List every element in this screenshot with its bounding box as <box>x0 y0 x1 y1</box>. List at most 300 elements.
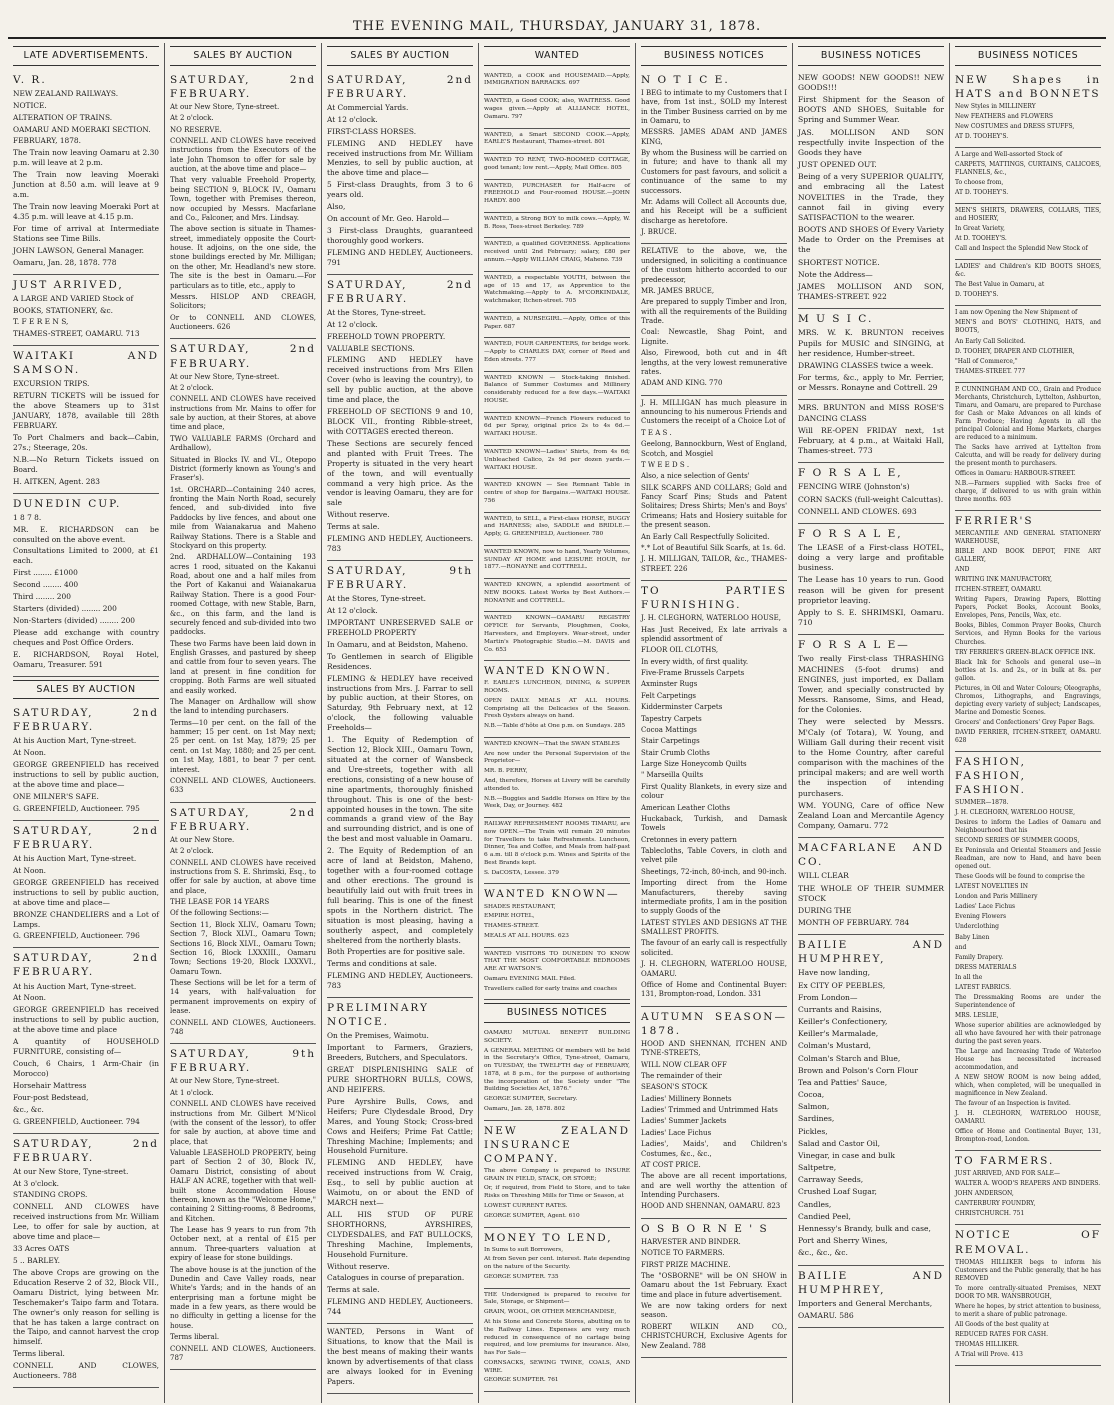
ad-line: Has Just Received, Ex late arrivals a splendid assortment of <box>641 625 787 643</box>
ad-line: DAVID FERRIER, ITCHEN-STREET, OAMARU. 628 <box>955 728 1101 744</box>
ad-line: Also, a nice selection of Gents' <box>641 472 750 481</box>
ad-line: WANTED, a Good COOK; also, WAITRESS. Good wages given.—Apply at ALLIANCE HOTEL, Oamaru. 797 <box>484 98 630 120</box>
ad-line: FIRST-CLASS HORSES. <box>327 126 417 136</box>
ad-line: Pictures, in Oil and Water Colours; Oleographs, Chromos, Lithographs, and Engravings, depicting every variety of subject; Landscapes, Marine and Domestic Scenes. <box>955 684 1101 716</box>
ad-line: Terms—10 per cent. on the fall of the hammer; 15 per cent. on 1st May next; 25 per cent. on 1st May, 1879; 25 per cent. on 1st May, 1880; and 25 per cent. on 1st May, 1881, to bear 7 per cent. interest. <box>170 718 316 774</box>
ad-line: EXCURSION TRIPS. <box>13 379 90 389</box>
advertisement <box>484 579 630 612</box>
ad-line: MEALS AT ALL HOURS. 623 <box>484 932 569 939</box>
ad-line: MEN'S and BOYS' CLOTHING, HATS, and BOOTS, <box>955 319 1101 335</box>
ad-line: HARVESTER AND BINDER. <box>641 1237 741 1246</box>
ad-line: At the Stores, Tyne-street. <box>327 307 426 317</box>
ad-line: 1. The Equity of Redemption of Section 12, Block XIII., Oamaru Town, situated at the corner of Wansbeck and Ure-streets, together with all erections, consisting of a new house of nine apartments, thoroughly finished throughout. This is one of the best-appointed houses in the town. The site commands a grand view of the Bay and surrounding district, and is one of the best and most valuable in Oamaru. <box>327 735 473 844</box>
ad-line: Important to Farmers, Graziers, Breeders, Butchers, and Speculators. <box>327 1043 473 1063</box>
ad-line: The "OSBORNE" will be ON SHOW in Oamaru about the 1st February. Exact time and place in future advertisement. <box>641 1271 787 1299</box>
ad-line: Oamaru EVENING MAIL Filed. <box>484 975 576 982</box>
ad-line: At Noon. <box>13 993 47 1003</box>
ad-line: ONE MILNER'S SAFE. <box>13 792 99 802</box>
ad-line: At our New Store, Tyne-street. <box>170 102 280 111</box>
ad-line: FIRST PRIZE MACHINE. <box>641 1260 731 1269</box>
ad-line: J. BRUCE. <box>641 228 677 237</box>
ad-line: In Great Variety, <box>955 225 1005 233</box>
ad-line: At D. TOOHEY'S. <box>955 235 1007 243</box>
ad-line: Couch, 6 Chairs, 1 Arm-Chair (in Morocco) <box>13 1058 159 1078</box>
advertisement <box>327 561 473 998</box>
ad-line: They were selected by Messrs. M'Caly (of Totara), W. Young, and William Gall during their recent visit to the Home Country, after careful comparison with the machines of the principal makers; and are well worth the inspection of intending purchasers. <box>798 717 944 798</box>
column-heading: SALES BY AUCTION <box>170 46 316 66</box>
ad-line: WANTED, a Smart SECOND COOK.—Apply, EARLE'S Restaurant, Thames-street. 801 <box>484 131 630 146</box>
advertisement <box>13 494 159 677</box>
advertisement <box>798 1266 944 1328</box>
ad-line: An Early Call Solicited. <box>955 337 1026 345</box>
ad-line: SATURDAY, 2nd FEBRUARY. <box>170 343 316 370</box>
ad-line: On the Premises, Waimotu. <box>327 1031 429 1041</box>
ad-line: JUST ARRIVED, AND FOR SALE— <box>955 1170 1060 1178</box>
ad-line: CONNELL AND CLOWES have received instructions from Mr. Gilbert M'Nicol (with the consent of the lessor), to offer for sale by auction, at above time and place, that <box>170 1100 316 1146</box>
ad-line: *.* Lot of Beautiful Silk Scarfs, at 1s. 6d. <box>641 543 786 552</box>
advertisement <box>13 1134 159 1389</box>
column-1 <box>8 43 164 1403</box>
ad-line: Without reserve. <box>327 510 390 520</box>
ad-line: GEORGE GREENFIELD has received instructions to sell by public auction, at the above time and place— <box>13 760 159 790</box>
ad-line: Grocers' and Confectioners' Grey Paper Bags. <box>955 718 1095 726</box>
ad-line: GEORGE SUMPTER. 761 <box>484 1377 559 1384</box>
ad-line: TO FARMERS. <box>955 1155 1055 1168</box>
ad-line: RELATIVE to the above, we, the undersigned, in soliciting a continuance of the custom hitherto accorded to our predecessor, <box>641 247 787 284</box>
ad-line: D. TOOHEY, DRAPER AND CLOTHIER, <box>955 347 1075 355</box>
ad-line: The Train now leaving Moeraki Port at 4.35 p.m. will leave at 4.15 p.m. <box>13 202 159 221</box>
advertisement <box>484 661 630 738</box>
ad-line: Or to CONNELL AND CLOWES, Auctioneers. 626 <box>170 313 316 332</box>
ad-line: Consultations Limited to 2000, at £1 each. <box>13 546 159 566</box>
ad-line: WANTED TO RENT, TWO-ROOMED COTTAGE, good tenant; low rent.—Apply, Mail Office. 805 <box>484 157 630 171</box>
ad-line: Are prepared to supply Timber and Iron, with all the requirements of the Building Trade. <box>641 298 787 326</box>
ad-line: Geelong, Bannockburn, West of England, Scotch, and Mosgiel <box>641 440 787 458</box>
ad-line: Messrs. HISLOP AND CREAGH, Solicitors; <box>170 292 316 311</box>
advertisement <box>641 244 787 395</box>
ad-line: S. DaCOSTA, Lessee. 379 <box>484 869 559 876</box>
ad-line: Two really First-class THRASHING MACHINES (5-foot drums) and ENGINES, just imported, ex Dallam Tower, and specially constructed by Messrs. Ransome, Sims, and Head, for the Colonies. <box>798 654 944 715</box>
advertisement <box>641 1219 787 1358</box>
ad-line: Salmon, <box>798 1102 830 1112</box>
ad-line: FEBRUARY, 1878. <box>13 136 81 146</box>
advertisement <box>955 383 1101 511</box>
ad-line: A Large and Well-assorted Stock of <box>955 150 1063 158</box>
ad-line: Saltpetre, <box>798 1163 837 1173</box>
ad-line: &c., &c., &c. <box>798 1248 848 1258</box>
ad-line: Where he hopes, by strict attention to business, to merit a share of public patronage. <box>955 1302 1101 1318</box>
ad-line: In Oamaru, and at Beidston, Maheno. <box>327 639 468 649</box>
ad-line: 1st. ORCHARD—Containing 240 acres, fronting the Main North Road, securely fenced, and sub-divided into five Paddocks by live fences, and about one mile from Waianakarua and Maheno Railway Stations. There is a Stable and Stockyard on this property. <box>170 485 316 550</box>
ad-line: NOTICE OF REMOVAL. <box>955 1229 1101 1256</box>
advertisement <box>327 998 473 1324</box>
ad-line: T W E E D S . <box>641 460 690 469</box>
ad-line: WANTED KNOWN — Stock-taking finished. Balance of Summer Costumes and Millinery considerably reduced for a few days.—WAITAKI HOUSE. <box>484 374 630 404</box>
ad-line: Third ........ 200 <box>13 592 71 602</box>
ad-line: At Commercial Yards. <box>327 102 409 112</box>
advertisement <box>955 148 1101 204</box>
ad-line: To more centrally-situated Premises, NEXT DOOR TO MR. WANSBROUGH, <box>955 1284 1101 1300</box>
ad-line: THAMES-STREET. <box>484 923 539 930</box>
ad-line: Vinegar, in case and bulk <box>798 1150 895 1160</box>
ad-line: CHRISTCHURCH. 751 <box>955 1210 1025 1218</box>
ad-line: MONTH OF FEBRUARY. 784 <box>798 918 910 928</box>
ad-line: That very valuable Freehold Property, being SECTION 9, BLOCK IV., Oamaru Town, together with Premises thereon, now occupied by Messrs. Macfarlane and Co., Falconer, and Mrs. Lindsay. <box>170 176 316 222</box>
ad-line: THE Undersigned is prepared to receive for Sale, Storage, or Shipment— <box>484 1291 630 1306</box>
ad-line: SATURDAY, 2nd FEBRUARY. <box>13 952 159 979</box>
ad-line: WILL NOW CLEAR OFF <box>641 1060 727 1069</box>
ad-line: Or, if required, from Field to Store, and to take Risks on Threshing Mills for Time or Season, at <box>484 1185 630 1200</box>
ad-line: J. H. CLEGHORN, WATERLOO HOUSE, <box>641 614 782 623</box>
ad-line: Also, <box>327 202 346 212</box>
column-heading: SALES BY AUCTION <box>327 46 473 66</box>
ad-line: ALTERATION OF TRAINS. <box>13 112 113 122</box>
ad-line: Of the following Sections:— <box>170 909 269 918</box>
ad-line: Cretonnes in every pattern <box>641 835 737 844</box>
advertisement <box>484 313 630 339</box>
ad-line: CONNELL AND CLOWES, Auctioneers. 633 <box>170 776 316 795</box>
ad-line: NEW ZEALAND INSURANCE COMPANY. <box>484 1124 630 1165</box>
ad-line: WANTED, a COOK and HOUSEMAID.—Apply, IMMIGRATION BARRACKS. 697 <box>484 72 630 87</box>
ad-line: Pure Ayrshire Bulls, Cows, and Heifers; Pure Clydesdale Brood, Dry Mares, and Young Stock; Cross-bred Cows and Heifers; Prime Fat Cattle; Threshing Machine; Implements; and Household Furniture. <box>327 1096 473 1156</box>
ad-line: In all the <box>955 973 983 981</box>
ad-line: Will RE-OPEN FRIDAY next, 1st February, at 4 p.m., at Waitaki Hall, Thames-street. 773 <box>798 425 944 456</box>
ad-line: MONEY TO LEND, <box>484 1231 613 1244</box>
ad-line: J. H. CLEGHORN, WATERLOO HOUSE, OAMARU. <box>955 1110 1101 1126</box>
ad-line: MRS. W. K. BRUNTON receives Pupils for MUSIC and SINGING, at her residence, Humber-street. <box>798 328 944 358</box>
ad-line: The Lease has 10 years to run. Good reason will be given for present proprietor leaving. <box>798 575 944 605</box>
ad-line: Crushed Loaf Sugar, <box>798 1187 877 1197</box>
ad-line: Underclothing <box>955 923 999 931</box>
ad-line: JUST OPENED OUT. <box>798 160 877 170</box>
ad-line: OAMARU AND MOERAKI SECTION. <box>13 124 151 134</box>
advertisement <box>798 838 944 935</box>
ad-line: FREEHOLD TOWN PROPERTY. <box>327 331 446 341</box>
ad-line: T. F E R E N S, <box>13 317 69 327</box>
ad-line: TWO VALUABLE FARMS (Orchard and Ardhallow), <box>170 434 316 453</box>
ad-line: BOOTS AND SHOES Of Every Variety Made to Order on the Premises at the <box>798 225 945 255</box>
ad-line: MACFARLANE AND CO. <box>798 842 944 869</box>
ad-line: DUNEDIN CUP. <box>13 497 122 510</box>
ad-line: Candles, <box>798 1199 832 1209</box>
ad-line: Salad and Castor Oil, <box>798 1138 881 1148</box>
ad-line: CARPETS, MATTINGS, CURTAINS, CALICOES, FLANNELS, &c., <box>955 161 1101 177</box>
ad-line: Office of Home and Continental Buyer: 131, Brompton-road, London. 331 <box>641 980 787 999</box>
ad-line: N.B.—Table d'hôte at One p.m. on Sundays. 285 <box>484 723 626 730</box>
ad-line: SATURDAY, 2nd FEBRUARY. <box>13 824 159 851</box>
ad-line: LATEST FABRICS. <box>955 983 1012 991</box>
advertisement <box>955 752 1101 1151</box>
advertisement <box>13 821 159 949</box>
ad-line: CONNELL AND CLOWES have received instructions from Mr. Mains to offer for sale by auction, at their Stores, at above time and place, <box>170 395 316 432</box>
ad-line: SATURDAY, 2nd FEBRUARY. <box>327 278 473 305</box>
ad-line: Terms at sale. <box>327 1285 380 1295</box>
ad-line: WANTED KNOWN, a splendid assortment of NEW BOOKS. Latest Works by Best Authors.—RONAYNE and COTTRELL. <box>484 582 630 604</box>
ad-line: Kidderminster Carpets <box>641 703 723 712</box>
ad-line: FREEHOLD OF SECTIONS 9 and 10, BLOCK VII., fronting Ribble-street, with COTTAGES erected thereon. <box>327 407 473 436</box>
ad-line: DRESS MATERIALS <box>955 963 1017 971</box>
advertisement <box>798 524 944 635</box>
ad-line: CONNELL AND CLOWES, Auctioneers. 788 <box>13 1361 159 1381</box>
ad-line: GEORGE SUMPTER, Agent. 610 <box>484 1212 580 1219</box>
ad-line: Section 11, Block XLIV., Oamaru Town; Section 7, Block XLVI., Oamaru Town; Sections 16, Block XLVI., Oamaru Town; Section 16, Block LXXXIII., Oamaru Town; Sections 19-20, Block LXXXVI., Oamaru Town. <box>170 920 316 976</box>
ad-line: THAMES-STREET, OAMARU. 713 <box>13 329 140 339</box>
masthead <box>8 0 1106 39</box>
ad-line: ROBERT WILKIN AND CO., CHRISTCHURCH, Exclusive Agents for New Zealand. 788 <box>641 1322 787 1350</box>
ad-line: At his Auction Mart, Tyne-street. <box>13 981 137 991</box>
ad-line: J. H. MILLIGAN has much pleasure in announcing to his numerous Friends and Customers the receipt of a Choice Lot of <box>641 398 787 426</box>
ad-line: At our New Store, Tyne-street. <box>170 1077 280 1086</box>
ad-line: RETURN TICKETS will be issued for the above Steamers up to 31st JANUARY, 1878, available till 28th FEBRUARY. <box>13 391 159 431</box>
ad-line: Tea and Patties' Sauce, <box>798 1077 888 1087</box>
ad-line: At our New Store. <box>170 835 235 844</box>
ad-line: GRAIN, WOOL, OR OTHER MERCHANDISE, <box>484 1309 617 1316</box>
ad-line: These Goods will be found to comprise the <box>955 873 1085 881</box>
ad-line: LOWEST CURRENT RATES. <box>484 1203 568 1210</box>
ad-line: Ex Peninsula and Oriental Steamers and Jessie Readman, are now to Hand, and have been opened out. <box>955 847 1101 871</box>
ad-line: The above Crops are growing on the Education Reserve 2 of 32, Block VII., Oamaru District, lying between Mr. Teschemaker's Taipo farm and Totara. The owner's only reason for selling is that he has taken a large contract on the Taipo, and cannot harvest the crop himself. <box>13 1267 159 1347</box>
ad-line: STANDING CROPS. <box>13 1190 88 1200</box>
ad-line: Colman's Mustard, <box>798 1041 871 1051</box>
ad-line: N.B.—Buggies and Saddle Horses on Hire by the Week, Day, or Journey. 482 <box>484 795 630 810</box>
column-6 <box>792 43 949 1403</box>
ad-line: ALL HIS STUD OF PURE SHORTHORNS, AYRSHIRES, CLYDESDALES, and FAT BULLOCKS, Threshing Machine, Implements, Household Furniture. <box>327 1209 473 1259</box>
ad-line: Cocoa, <box>798 1090 825 1100</box>
advertisement <box>484 1289 630 1392</box>
ad-line: WANTED KNOWN — See Remnant Table in centre of shop for Bargains.—WAITAKI HOUSE. 756 <box>484 482 630 504</box>
ad-line: Terms and conditions at sale. <box>327 959 437 969</box>
advertisement <box>641 581 787 1007</box>
ad-line: WALTER A. WOOD'S REAPERS AND BINDERS. <box>955 1180 1101 1188</box>
ad-line: G. GREENFIELD, Auctioneer. 794 <box>13 1116 140 1126</box>
ad-line: SATURDAY, 2nd FEBRUARY. <box>13 1137 159 1164</box>
ad-line: Mr. Adams will Collect all Accounts due, and his Receipt will be a sufficient discharge as heretofore. <box>641 197 787 225</box>
ad-line: First Quality Blankets, in every size and colour <box>641 782 787 801</box>
ad-line: Ladies' Lace Fichus <box>955 903 1016 911</box>
ad-line: CONNELL AND CLOWES, Auctioneers. 748 <box>170 1018 316 1036</box>
ad-line: SILK SCARFS AND COLLARS; Gold and Fancy Scarf Pins; Studs and Patent Solitaires; Dress Shirts; Men's and Boys' Crimeans; Hats and Hosiery suitable for the present season. <box>641 483 787 530</box>
advertisement <box>13 703 159 821</box>
columns <box>8 43 1106 1403</box>
ad-line: Large Size Honeycomb Quilts <box>641 760 747 769</box>
ad-line: The above Company is prepared to INSURE GRAIN IN FIELD, STACK, OR STORE; <box>484 1167 630 1182</box>
ad-line: LADIES' and Children's KID BOOTS SHOES, &c. <box>955 263 1101 279</box>
advertisement <box>484 1228 630 1289</box>
ad-line: SATURDAY, 9th FEBRUARY. <box>170 1048 316 1075</box>
ad-line: New Styles in MILLINERY <box>955 102 1036 110</box>
ad-line: Huckaback, Turkish, and Damask Towels <box>641 814 787 833</box>
ad-line: THE WHOLE OF THEIR SUMMER STOCK <box>798 883 944 903</box>
ad-line: GEORGE SUMPTER, Secretary. <box>484 1096 578 1103</box>
ad-line: At his Auction Mart, Tyne-street. <box>13 736 137 746</box>
ad-line: Sardines, <box>798 1114 835 1124</box>
ad-line: The favour of an Inspection is Invited. <box>955 1100 1071 1108</box>
advertisement <box>327 70 473 275</box>
ad-line: Ladies' Trimmed and Untrimmed Hats <box>641 1106 778 1115</box>
advertisement <box>484 154 630 180</box>
ad-line: New COSTUMES and DRESS STUFFS, <box>955 122 1075 130</box>
ad-line: The favour of an early call is respectfully solicited. <box>641 939 787 957</box>
ad-line: P. CUNNINGHAM AND CO., Grain and Produce Merchants, Christchurch, Lyttelton, Ashburton, Timaru, and Oamaru, are prepared to Purchase for Cash or Make Advances on all kinds of Farm Produce; Having Agents in all the principal Colonial and Home Markets, charges are reduced to a minimum. <box>955 385 1101 441</box>
advertisement <box>484 513 630 546</box>
ad-line: Ladies' Summer Jackets <box>641 1117 727 1126</box>
advertisement <box>484 738 630 818</box>
ad-line: SECOND SERIES OF SUMMER GOODS, <box>955 837 1080 845</box>
ad-line: Whose superior abilities are acknowledged by all who have favoured her with their patronage during the past seven years. <box>955 1021 1101 1045</box>
ad-line: In every width, of first quality. <box>641 657 749 666</box>
ad-line: AT D. TOOHEY'S. <box>955 132 1009 140</box>
ad-line: NEW Shapes in HATS and BONNETS <box>955 73 1101 100</box>
ad-line: Both Properties are for positive sale. <box>327 947 465 957</box>
advertisement <box>484 372 630 413</box>
ad-line: The Best Value in Oamaru, at <box>955 281 1045 289</box>
ad-line: J. H. CLEGHORN, WATERLOO HOUSE, OAMARU. <box>641 960 787 978</box>
advertisement <box>484 1027 630 1121</box>
ad-line: WRITING INK MANUFACTORY, <box>955 576 1053 584</box>
ad-line: FERRIER'S <box>955 515 1034 528</box>
advertisement <box>484 338 630 371</box>
ad-line: OAMARU MUTUAL BENEFIT BUILDING SOCIETY. <box>484 1030 630 1044</box>
ad-line: These Sections will be let for a term of 14 years, with half-valuation for permanent improvements on expiry of lease. <box>170 979 316 1016</box>
ad-line: 5 First-class Draughts, from 3 to 6 years old. <box>327 180 473 200</box>
ad-line: O S B O R N E ' S <box>641 1222 769 1235</box>
ad-line: A GENERAL MEETING Of members will be held in the Secretary's Office, Tyne-street, Oamaru, on TUESDAY, the TWELFTH day of FEBRUARY, 1878, at 8 p.m., for the purpose of authorising the incorporation of the Society under "The Building Societies Act, 1876." <box>484 1047 630 1093</box>
ad-line: AT COST PRICE. <box>641 1160 701 1169</box>
ad-line: 5 .. BARLEY. <box>13 1256 61 1265</box>
ad-line: WANTED, PURCHASER for Half-acre of FREEHOLD and Four-roomed HOUSE.—JOHN HARDY. 800 <box>484 182 630 205</box>
ad-line: Second ........ 400 <box>13 580 79 590</box>
column-heading: BUSINESS NOTICES <box>641 46 787 66</box>
masthead-title: THE EVENING MAIL, THURSDAY, JANUARY 31, 1878. <box>352 19 762 34</box>
ad-line: At 2 o'clock. <box>170 114 214 123</box>
ad-line: WM. YOUNG, Care of office New Zealand Loan and Mercantile Agency Company, Oamaru. 772 <box>798 800 944 831</box>
advertisement <box>484 70 630 96</box>
ad-line: Also, Firewood, both cut and in 4ft lengths, at the very lowest remunerative rates. <box>641 349 787 376</box>
ad-line: MR. B. PERRY, <box>484 768 528 775</box>
ad-line: Family Drapery. <box>955 953 1004 961</box>
ad-line: SATURDAY, 9th FEBRUARY. <box>327 565 473 592</box>
ad-line: WAITAKI AND SAMSON. <box>13 350 159 377</box>
ad-line: A LARGE AND VARIED Stock of <box>13 293 134 303</box>
ad-line: MR. JAMES BRUCE, <box>641 286 715 295</box>
ad-line: DRAWING CLASSES twice a week. <box>798 360 934 370</box>
ad-line: The Sacks have arrived at Lyttelton from Calcutta, and will be ready for delivery during the present month to purchasers. <box>955 443 1101 467</box>
ad-line: MERCANTILE AND GENERAL STATIONERY WAREHOUSE, <box>955 530 1101 546</box>
ad-line: V. R. <box>13 73 47 86</box>
ad-line: The Dressmaking Rooms are under the Superintendence of <box>955 993 1101 1009</box>
advertisement <box>484 818 630 884</box>
advertisement <box>170 1044 316 1370</box>
ad-line: EMPIRE HOTEL, <box>484 913 535 920</box>
advertisement <box>641 396 787 581</box>
ad-line: Cocoa Mattings <box>641 725 697 734</box>
ad-line: WANTED KNOWN, now to hand, Yearly Volumes, SUNDAY AT HOME and LEISURE HOUR, for 1877.—RONAYNE and COTTRELL. <box>484 548 630 571</box>
ad-line: Carraway Seeds, <box>798 1175 864 1185</box>
ad-line: The Lease has 9 years to run from 7th October next, at a rental of £15 per annum. Three-quarters valuation at expiry of lease for stone buildings. <box>170 1226 316 1263</box>
advertisement <box>170 70 316 340</box>
ad-line: CORNSACKS, SEWING TWINE, COALS, AND WIRE. <box>484 1359 630 1374</box>
advertisement <box>641 1007 787 1219</box>
ad-line: At 2 o'clock. <box>170 847 214 856</box>
ad-line: " Marseilla Quilts <box>641 771 704 780</box>
ad-line: CONNELL AND CLOWES have received instructions from the Executors of the late John Thomson to offer for sale by auction, at the above time and place— <box>170 136 316 174</box>
ad-line: N.B.—Farmers supplied with Sacks free of charge, if delivered to us with grain within three months. 603 <box>955 479 1101 504</box>
ad-line: Ex CITY OF PEEBLES, <box>798 980 886 990</box>
ad-line: Keiller's Confectionery, <box>798 1017 888 1027</box>
ad-line: TO PARTIES FURNISHING. <box>641 585 787 612</box>
advertisement <box>484 180 630 213</box>
advertisement <box>484 446 630 479</box>
ad-line: CONNELL AND CLOWES. 693 <box>798 506 917 516</box>
ad-line: Black Ink for Schools and general use—in bottles at 1s. and 2s., or in bulk at 8s. per gallon. <box>955 658 1101 682</box>
ad-line: At our New Store, Tyne-street. <box>13 1166 129 1176</box>
column-2 <box>164 43 321 1403</box>
ad-line: JUST ARRIVED, <box>13 278 124 291</box>
ad-line: Office of Home and Continental Buyer, 131, Brompton-road, London. <box>955 1128 1101 1144</box>
ad-line: FLEMING AND HEDLEY have received instructions from Mrs Ellen Cover (who is leaving the country), to sell by public auction, at the above time and place, the <box>327 355 473 405</box>
ad-line: Ladies' Lace Fichus <box>641 1128 712 1137</box>
ad-line: Note the Address— <box>798 269 873 279</box>
advertisement <box>484 238 630 271</box>
ad-line: N O T I C E. <box>641 73 730 86</box>
ad-line: Tablecloths, Table Covers, in cloth and velvet pile <box>641 847 787 865</box>
ad-line: MEN'S SHIRTS, DRAWERS, COLLARS, TIES, and HOSIERY, <box>955 207 1101 223</box>
ad-line: LATEST NOVELTIES IN <box>955 883 1029 891</box>
ad-line: THOMAS HILLIKER begs to inform his Customers and the Public generally, that he has REMOVED <box>955 1258 1101 1282</box>
ad-line: Being of a very SUPERIOR QUALITY, and embracing all the Latest NOVELTIES in the Trade, they cannot fail in giving every SATISFACTION to the wearer. <box>798 172 944 222</box>
ad-line: Non-Starters (divided) ........ 200 <box>13 615 135 625</box>
ad-line: Valuable LEASEHOLD PROPERTY, being part of Section 2 of 30, Block IV., Oamaru District, consisting of about HALF AN ACRE, together with that well-built stone Accommodation House thereon, known as the "Welcome Home," containing 2 Sitting-rooms, 8 Bedrooms, and Kitchen. <box>170 1149 316 1223</box>
ad-line: Sheetings, 72-inch, 80-inch, and 90-inch. <box>641 867 787 876</box>
advertisement <box>798 70 944 310</box>
column-heading: WANTED <box>484 46 630 66</box>
ad-line: WANTED KNOWN— <box>484 888 620 901</box>
advertisement <box>798 635 944 838</box>
ad-line: Currants and Raisins, <box>798 1004 882 1014</box>
ad-line: NO RESERVE. <box>170 125 222 134</box>
ad-line: REDUCED RATES FOR CASH. <box>955 1330 1049 1338</box>
ad-line: The Train now leaving Oamaru at 2.30 p.m. will leave at 2 p.m. <box>13 148 159 168</box>
ad-line: and <box>955 943 967 951</box>
column-heading: BUSINESS NOTICES <box>484 1003 630 1023</box>
ad-line: 2nd. ARDHALLOW—Containing 193 acres 1 rood, situated on the Kakanui Road, about one and a half miles from the Port of Kakanui and Waianakarua Railway Station. There is a good Four-roomed Cottage, with new Stable, Barn, &c., on this farm, and the land is securely fenced and sub-divided into two paddocks. <box>170 553 316 637</box>
ad-line: Horsehair Mattress <box>13 1080 87 1090</box>
ad-line: &c., &c. <box>13 1104 44 1114</box>
advertisement <box>484 546 630 579</box>
ad-line: JAS. MOLLISON AND SON respectfully invite Inspection of the Goods they have <box>798 127 944 157</box>
ad-line: We are now taking orders for next season. <box>641 1302 787 1320</box>
advertisement <box>798 463 944 524</box>
ad-line: BAILIE AND HUMPHREY, <box>798 1269 944 1296</box>
ad-line: WANTED, FOUR CARPENTERS, for bridge work.—Apply to CHARLES DAY, corner of Reed and Eden streets. 777 <box>484 341 630 363</box>
ad-line: CONNELL AND CLOWES have received instructions from S. E. Shrimski, Esq., to offer for sale by auction, at above time and place, <box>170 858 316 895</box>
ad-line: FLEMING AND HEDLEY, have received instructions from W. Craig, Esq., to sell by public auction at Waimotu, on or about the END of MARCH next— <box>327 1158 473 1208</box>
ad-line: The Train now leaving Moeraki Junction at 8.50 a.m. will leave at 9 a.m. <box>13 170 159 200</box>
ad-line: At from Seven per cent. interest. Rate depending on the nature of the Security. <box>484 1256 630 1271</box>
ad-line: At the Stores, Tyne-street. <box>327 594 426 604</box>
advertisement <box>955 1151 1101 1225</box>
ad-line: WANTED KNOWN—OAMARU REGISTRY OFFICE for Servants, Ploughmen, Cooks, Harvesters, and Employers. Wear-street, under Martin's Photographic Studio.—M. DAVIS and Co. 653 <box>484 615 630 653</box>
ad-line: At 3 o'clock. <box>13 1178 59 1188</box>
ad-line: Coal: Newcastle, Shag Point, and Lignite. <box>641 328 787 346</box>
ad-line: These Sections are securely fenced and planted with Fruit Trees. The Property is situated in the very heart of the town, and will eventually command a very high price. As the vendor is leaving Oamaru, they are for sale <box>327 438 473 508</box>
ad-line: M U S I C. <box>798 313 874 326</box>
advertisement <box>13 70 159 275</box>
column-heading: BUSINESS NOTICES <box>798 46 944 66</box>
ad-line: Four-post Bedstead, <box>13 1092 89 1102</box>
ad-line: FENCING WIRE (Johnston's) <box>798 482 910 492</box>
ad-line: Travellers called for early trains and coaches <box>484 985 618 992</box>
